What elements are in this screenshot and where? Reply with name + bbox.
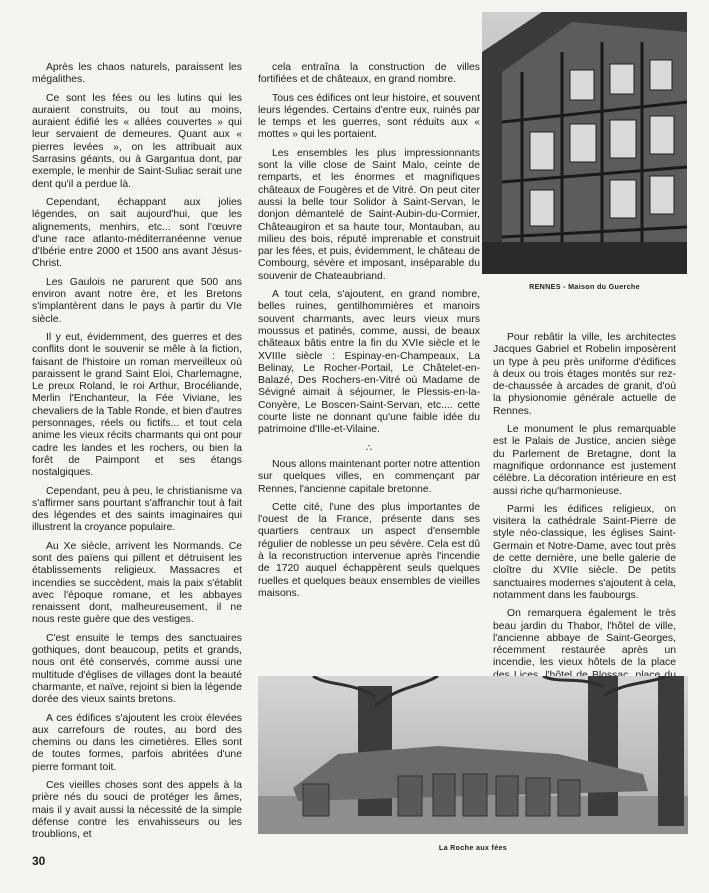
paragraph: A ces édifices s'ajoutent les croix élevées aux carrefours de routes, au bord des chemins ou dans les cimetières. Elles sont de toutes formes, parfois abritées d'une pierre formant toit.: [32, 712, 242, 773]
paragraph: C'est ensuite le temps des sanctuaires gothiques, dont beaucoup, petits et grands, nous ont été conservés, comme aussi une multitude d'églises de villages dont la beauté charmante, et naïve, rejoint si bien la légende dorée des vieux saints bretons.: [32, 632, 242, 706]
paragraph: A tout cela, s'ajoutent, en grand nombre, belles ruines, gentilhommières et manoirs souvent charmants, avec leurs vieux murs moussus et patinés, comme, aussi, de beaux châteaux bâtis entre la fin du XVIe siècle et le XVIIIe siècle : Espinay-en-Champeaux, La Belinay, Le Rocher-Portail, Le Châtelet-en-Balazé, Des Rochers-en-Vitré où Madame de Sévigné aimait à séjourner, le Plessis-en-la-Conyère, Le Boscen-Saint-Servan, etc.... cette courte liste ne donnant qu'une faible idée du patrimoine d'Ille-et-Vilaine.: [258, 289, 480, 436]
paragraph: Nous allons maintenant porter notre attention sur quelques villes, en commençant par Rennes, l'ancienne capitale bretonne.: [258, 458, 480, 495]
dolmen-image: [258, 676, 688, 834]
page-number: 30: [32, 854, 46, 868]
paragraph: Tous ces édifices ont leur histoire, et souvent leurs légendes. Certains d'entre eux, ruinés par le temps et les guerres, sont réduits aux « mottes » qui les portaient.: [258, 92, 480, 141]
paragraph: Cependant, échappant aux jolies légendes, on sait aujourd'hui, que les alignements, menhirs, etc... sont l'œuvre d'une race atlanto-méditerranéenne venue d'Ibérie entre 2000 et 1500 ans avant Jésus-Christ.: [32, 196, 242, 270]
paragraph: Le monument le plus remarquable est le Palais de Justice, ancien siège du Parlement de Bretagne, dont la magnifique ordonnance est justement célèbre. La décoration intérieure en est aussi riche qu'harmonieuse.: [493, 424, 676, 497]
paragraph: Il y eut, évidemment, des guerres et des conflits dont le souvenir se mêle à la fiction, faisant de l'histoire un roman merveilleux où paraissent le grand Saint Eloi, Charlemagne, Le preux Roland, le roi Arthur, Brocéliande, Merlin l'Enchanteur, la Fée Viviane, les chevaliers de la Table Ronde, et bien d'autres personnages, réels ou fictifs... et tout cela anime les vieux récits charmants qui ont pour cadre les landes et les rochers, ou bien la forêt de Paimpont et ses étangs nostalgiques.: [32, 331, 242, 479]
paragraph: Après les chaos naturels, paraissent les mégalithes.: [32, 62, 242, 86]
paragraph: Cependant, peu à peu, le christianisme va s'affirmer sans pourtant s'affranchir tout à fait des légendes et des saints imaginaires qui illustrent la croyance populaire.: [32, 485, 242, 534]
paragraph: cela entraîna la construction de villes fortifiées et de châteaux, en grand nombre.: [258, 62, 480, 86]
paragraph: Les Gaulois ne parurent que 500 ans environ avant notre ère, et les Bretons s'implantèrent dans le pays à partir du VIe siècle.: [32, 276, 242, 325]
paragraph: Parmi les édifices religieux, on visitera la cathédrale Saint-Pierre de style néo-classique, les églises Saint-Germain et Notre-Dame, avec tout près de cette dernière, une belle galerie de cloître du XVIIe siècle. De petits sanctuaires modernes s'ajoutent à cela, notamment dans les faubourgs.: [493, 503, 676, 601]
paragraph: Ces vieilles choses sont des appels à la prière nés du souci de protéger les âmes, mais il y avait aussi la nécessité de la simple défense contre les envahisseurs ou les troublions, et: [32, 780, 242, 841]
photo-maison-du-guerche: [482, 12, 687, 274]
paragraph: Ce sont les fées ou les lutins qui les auraient construits, ou tout au moins, auraient édifié les « allées couvertes » qui leur servaient de demeures. Quant aux « pierres levées », on les attribuait aux Sarrasins géants, ou à Gargantua dont, par exemple, le menhir de Saint-Suliac serait une dent qu'il a perdue là.: [32, 92, 242, 190]
paragraph: Au Xe siècle, arrivent les Normands. Ce sont des païens qui pillent et détruisent les établissements religieux. Massacres et incendies se succèdent, mais la paix s'établit avec l'époque romane, et les abbayes renaissent dont, malheureusement, il ne nous reste guère que des vestiges.: [32, 540, 242, 626]
text-column-left: [32, 62, 242, 848]
text-column-middle: [258, 62, 480, 606]
paragraph: Les ensembles les plus impressionnants sont la ville close de Saint Malo, ceinte de remparts, et les énormes et magnifiques châteaux de Fougères et de Vitré. On peut citer aussi la belle tour Solidor à Saint-Servan, le donjon démantelé de Saint-Aubin-du-Cormier, Châteaugiron et sa haute tour, Montauban, au milieu des bois, réputé imprenable et construit par les fées, et puis, évidemment, le château de Combourg, sévère et imposant, inséparable du souvenir de Chateaubriand.: [258, 147, 480, 282]
photo-caption: RENNES - Maison du Guerche: [529, 282, 640, 291]
paragraph: Pour rebâtir la ville, les architectes Jacques Gabriel et Robelin imposèrent un type à peu près uniforme d'édifices à deux ou trois étages montés sur rez-de-chaussée à arcades de granit, d'où la physionomie générale actuelle de Rennes.: [493, 332, 676, 417]
section-separator: ∴: [365, 442, 373, 454]
paragraph: Cette cité, l'une des plus importantes de l'ouest de la France, présente dans ses quartiers centraux un aspect d'ensemble régulier de noblesse un peu sévère. Cela est dû à la reconstruction intervenue après l'incendie de 1720 auquel échappèrent seuls quelques ruelles et quelques beaux ensembles de vieilles maisons.: [258, 501, 480, 599]
timber-house-image: [482, 12, 687, 274]
photo-roche-aux-fees: [258, 676, 688, 834]
text-column-right: [493, 332, 676, 713]
photo-caption: La Roche aux fées: [438, 843, 508, 852]
paragraph: On remarquera également le très beau jardin du Thabor, l'hôtel de ville, l'ancienne abbaye de Saint-Georges, récemment restaurée après un incendie, les vieux hôtels de la place: [493, 608, 676, 669]
